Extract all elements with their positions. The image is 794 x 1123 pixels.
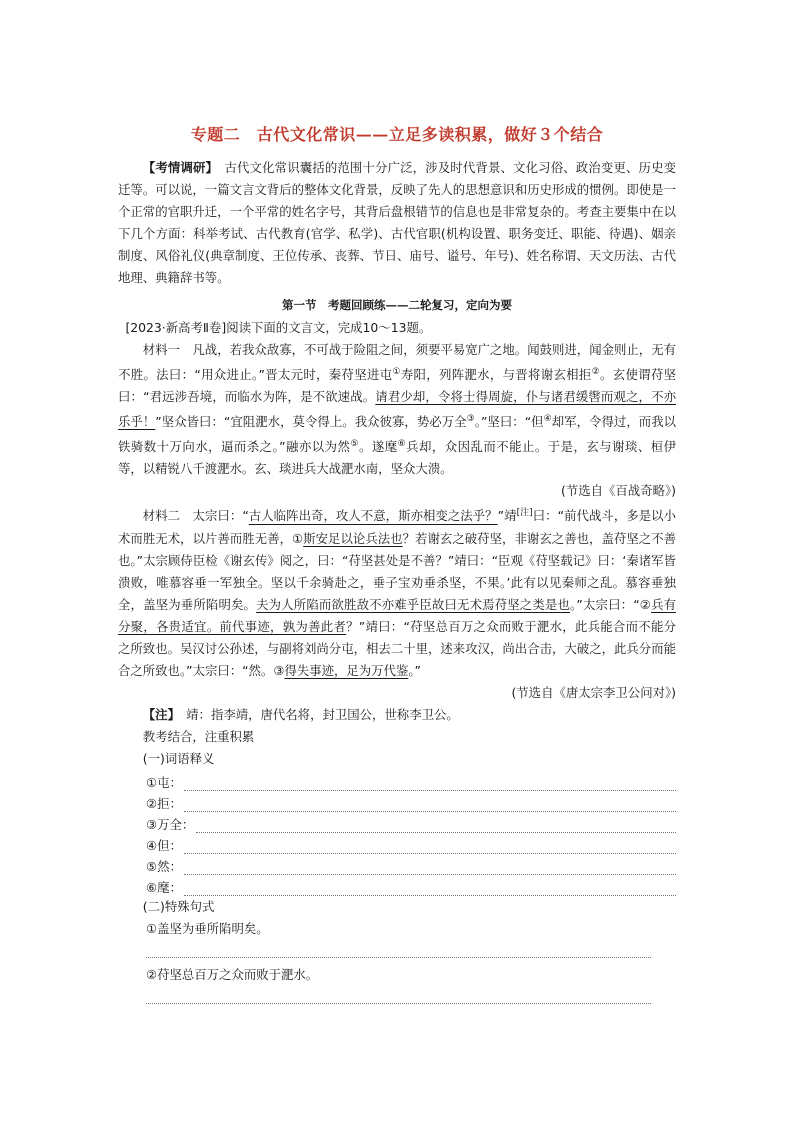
answer-line[interactable] — [184, 776, 676, 791]
m1-text-d: ”坚众皆曰：“宜阻淝水，莫令得上。我众彼寡，势必万全 — [155, 414, 467, 430]
m1-note-5: ⑤ — [350, 439, 359, 450]
m1-note-2: ② — [591, 367, 601, 377]
answer-line[interactable] — [146, 985, 651, 1004]
term-label: ③万全： — [146, 816, 195, 832]
document-page — [118, 118, 676, 1010]
m1-note-4: ④ — [543, 414, 552, 425]
m2-text-d: ？若谢玄之破苻坚，非谢玄之善也，盖苻坚之不善也。”太宗顾侍臣检《谢玄传》阅之，曰：“苻坚甚处是不善？”靖曰：“臣观《苻坚载记》曰：‘秦诸军皆溃败，唯慕容垂一军独全。坚以千余骑赴之，垂子宝劝垂杀坚，不果。’此有以见秦师之乱。慕容垂独全，盖坚为垂所陷明矣。 — [118, 530, 677, 612]
m2-note-mark: [注] — [516, 508, 533, 519]
m1-text-a: 材料一 凡战，若我众敌寡，不可战于险阻之间，须要平易宽广之地。闻鼓则进，闻金则止，无有不胜。法曰：“用众进止。”晋太元时，秦苻坚进屯 — [118, 342, 676, 383]
m1-text-c: 。玄使谓苻坚曰：“君远涉吾境，而临水为阵，是不欲速战。 — [118, 367, 677, 405]
answer-line[interactable] — [184, 797, 676, 812]
material-two — [118, 502, 676, 681]
answer-line[interactable] — [184, 839, 676, 854]
annotation-label: 【注】 — [142, 706, 174, 722]
m2-text-g: 。” — [408, 662, 421, 678]
part1-title: (一)词语释义 — [142, 750, 215, 766]
material-one-source: (节选自《百战奇略》) — [561, 483, 676, 499]
annotation-text: 靖：指李靖，唐代名将，封卫国公，世称李卫公。 — [186, 706, 459, 722]
sentence-item: ②苻坚总百万之众而败于淝水。 — [146, 966, 319, 982]
combine-title: 教考结合，注重积累 — [142, 728, 255, 744]
m2-text-b: ”靖 — [497, 508, 517, 524]
m1-note-3: ③ — [466, 414, 475, 425]
m2-underlined-2: 斯安足以论兵法也 — [303, 530, 403, 546]
term-row[interactable] — [146, 791, 676, 812]
term-row[interactable] — [146, 812, 676, 833]
term-label: ⑤然： — [146, 858, 182, 874]
m2-underlined-4: 兵有分聚，各贵适宜。前代事迹，孰为善此者 — [118, 596, 677, 634]
intro-label: 【考情调研】 — [142, 160, 212, 175]
answer-line[interactable] — [146, 939, 651, 958]
m1-text-e: 。”坚曰：“但 — [474, 414, 544, 430]
m1-text-f: 却军，令得过，而我以铁骑数十万向水，逼而杀之。”融亦以为然 — [118, 414, 677, 455]
term-row[interactable] — [146, 833, 676, 854]
m1-underlined-sentence: 请君少却，令将士得周旋，仆与诸君缓辔而观之，不亦乐乎！ — [118, 389, 676, 430]
material-two-source: (节选自《唐太宗李卫公问对》) — [511, 684, 676, 700]
m1-text-h: 兵却，众因乱而不能止。于是，玄与谢琰、桓伊等，以精锐八千渡淝水。玄、琰进兵大战淝水南，坚众大溃。 — [118, 439, 676, 477]
answer-line[interactable] — [184, 860, 676, 875]
m2-text-e: 。”太宗曰：“② — [570, 596, 652, 612]
term-label: ②拒： — [146, 795, 182, 811]
term-label: ④但： — [146, 837, 182, 853]
m1-note-6: ⑥ — [397, 439, 407, 450]
m1-text-g: 。遂麾 — [358, 439, 398, 455]
term-label: ①屯： — [146, 774, 182, 790]
part2-title: (二)特殊句式 — [142, 898, 215, 914]
m2-text-f: ？”靖曰：“苻坚总百万之众而败于淝水，此兵能合而不能分之所致也。吴汉讨公孙述，与副将刘尚分屯，相去二十里，述来攻汉，尚出合击，大破之，此兵分而能合之所致也。”太宗曰：“然。③ — [118, 618, 677, 678]
term-row[interactable] — [146, 875, 676, 896]
m1-text-b: 寿阳，列阵淝水，与晋将谢玄相拒 — [400, 367, 592, 383]
intro-paragraph — [118, 157, 676, 289]
page-title: 专题二 古代文化常识——立足多读积累，做好３个结合 — [190, 125, 604, 144]
m2-underlined-3: 夫为人所陷而欲胜敌不亦难乎臣故曰无术焉苻坚之类是也 — [256, 596, 571, 612]
m2-text-a: 材料二 太宗曰：“ — [142, 508, 249, 524]
intro-text: 古代文化常识囊括的范围十分广泛，涉及时代背景、文化习俗、政治变更、历史变迁等。可以说，一篇文言文背后的整体文化背景，反映了先人的思想意识和历史形成的惯例。即使是一个正常的官职升迁，一个平常的姓名字号，其背后盘根错节的信息也是非常复杂的。考查主要集中在以下几个方面：科举考试、古代教育(官学、私学)、古代官职(机构设置、职务变迁、职能、待遇)、姻亲制度、风俗礼仪(典章制度、王位传承、丧葬、节日、庙号、谥号、年号)、姓名称谓、天文历法、古代地理、典籍辞书等。 — [118, 160, 677, 285]
section-title: 第一节 考题回顾练——二轮复习，定向为要 — [282, 298, 512, 312]
material-one — [118, 339, 676, 480]
m1-note-1: ① — [392, 367, 401, 377]
term-row[interactable] — [146, 770, 676, 791]
question-intro: [2023·新高考Ⅱ卷]阅读下面的文言文，完成10～13题。 — [125, 320, 432, 335]
sentence-item: ①盖坚为垂所陷明矣。 — [146, 920, 269, 936]
m2-underlined-1: 古人临阵出奇，攻人不意，斯亦相变之法乎？ — [248, 508, 498, 524]
m2-underlined-5: 得失事迹，足为万代鉴 — [284, 662, 409, 678]
answer-line[interactable] — [184, 881, 676, 896]
annotation — [118, 704, 676, 726]
term-label: ⑥麾： — [146, 879, 182, 895]
m2-text-c: 曰：“前代战斗，多是以小术而胜无术，以片善而胜无善，① — [118, 508, 677, 546]
answer-line[interactable] — [196, 818, 676, 833]
term-row[interactable] — [146, 854, 676, 875]
